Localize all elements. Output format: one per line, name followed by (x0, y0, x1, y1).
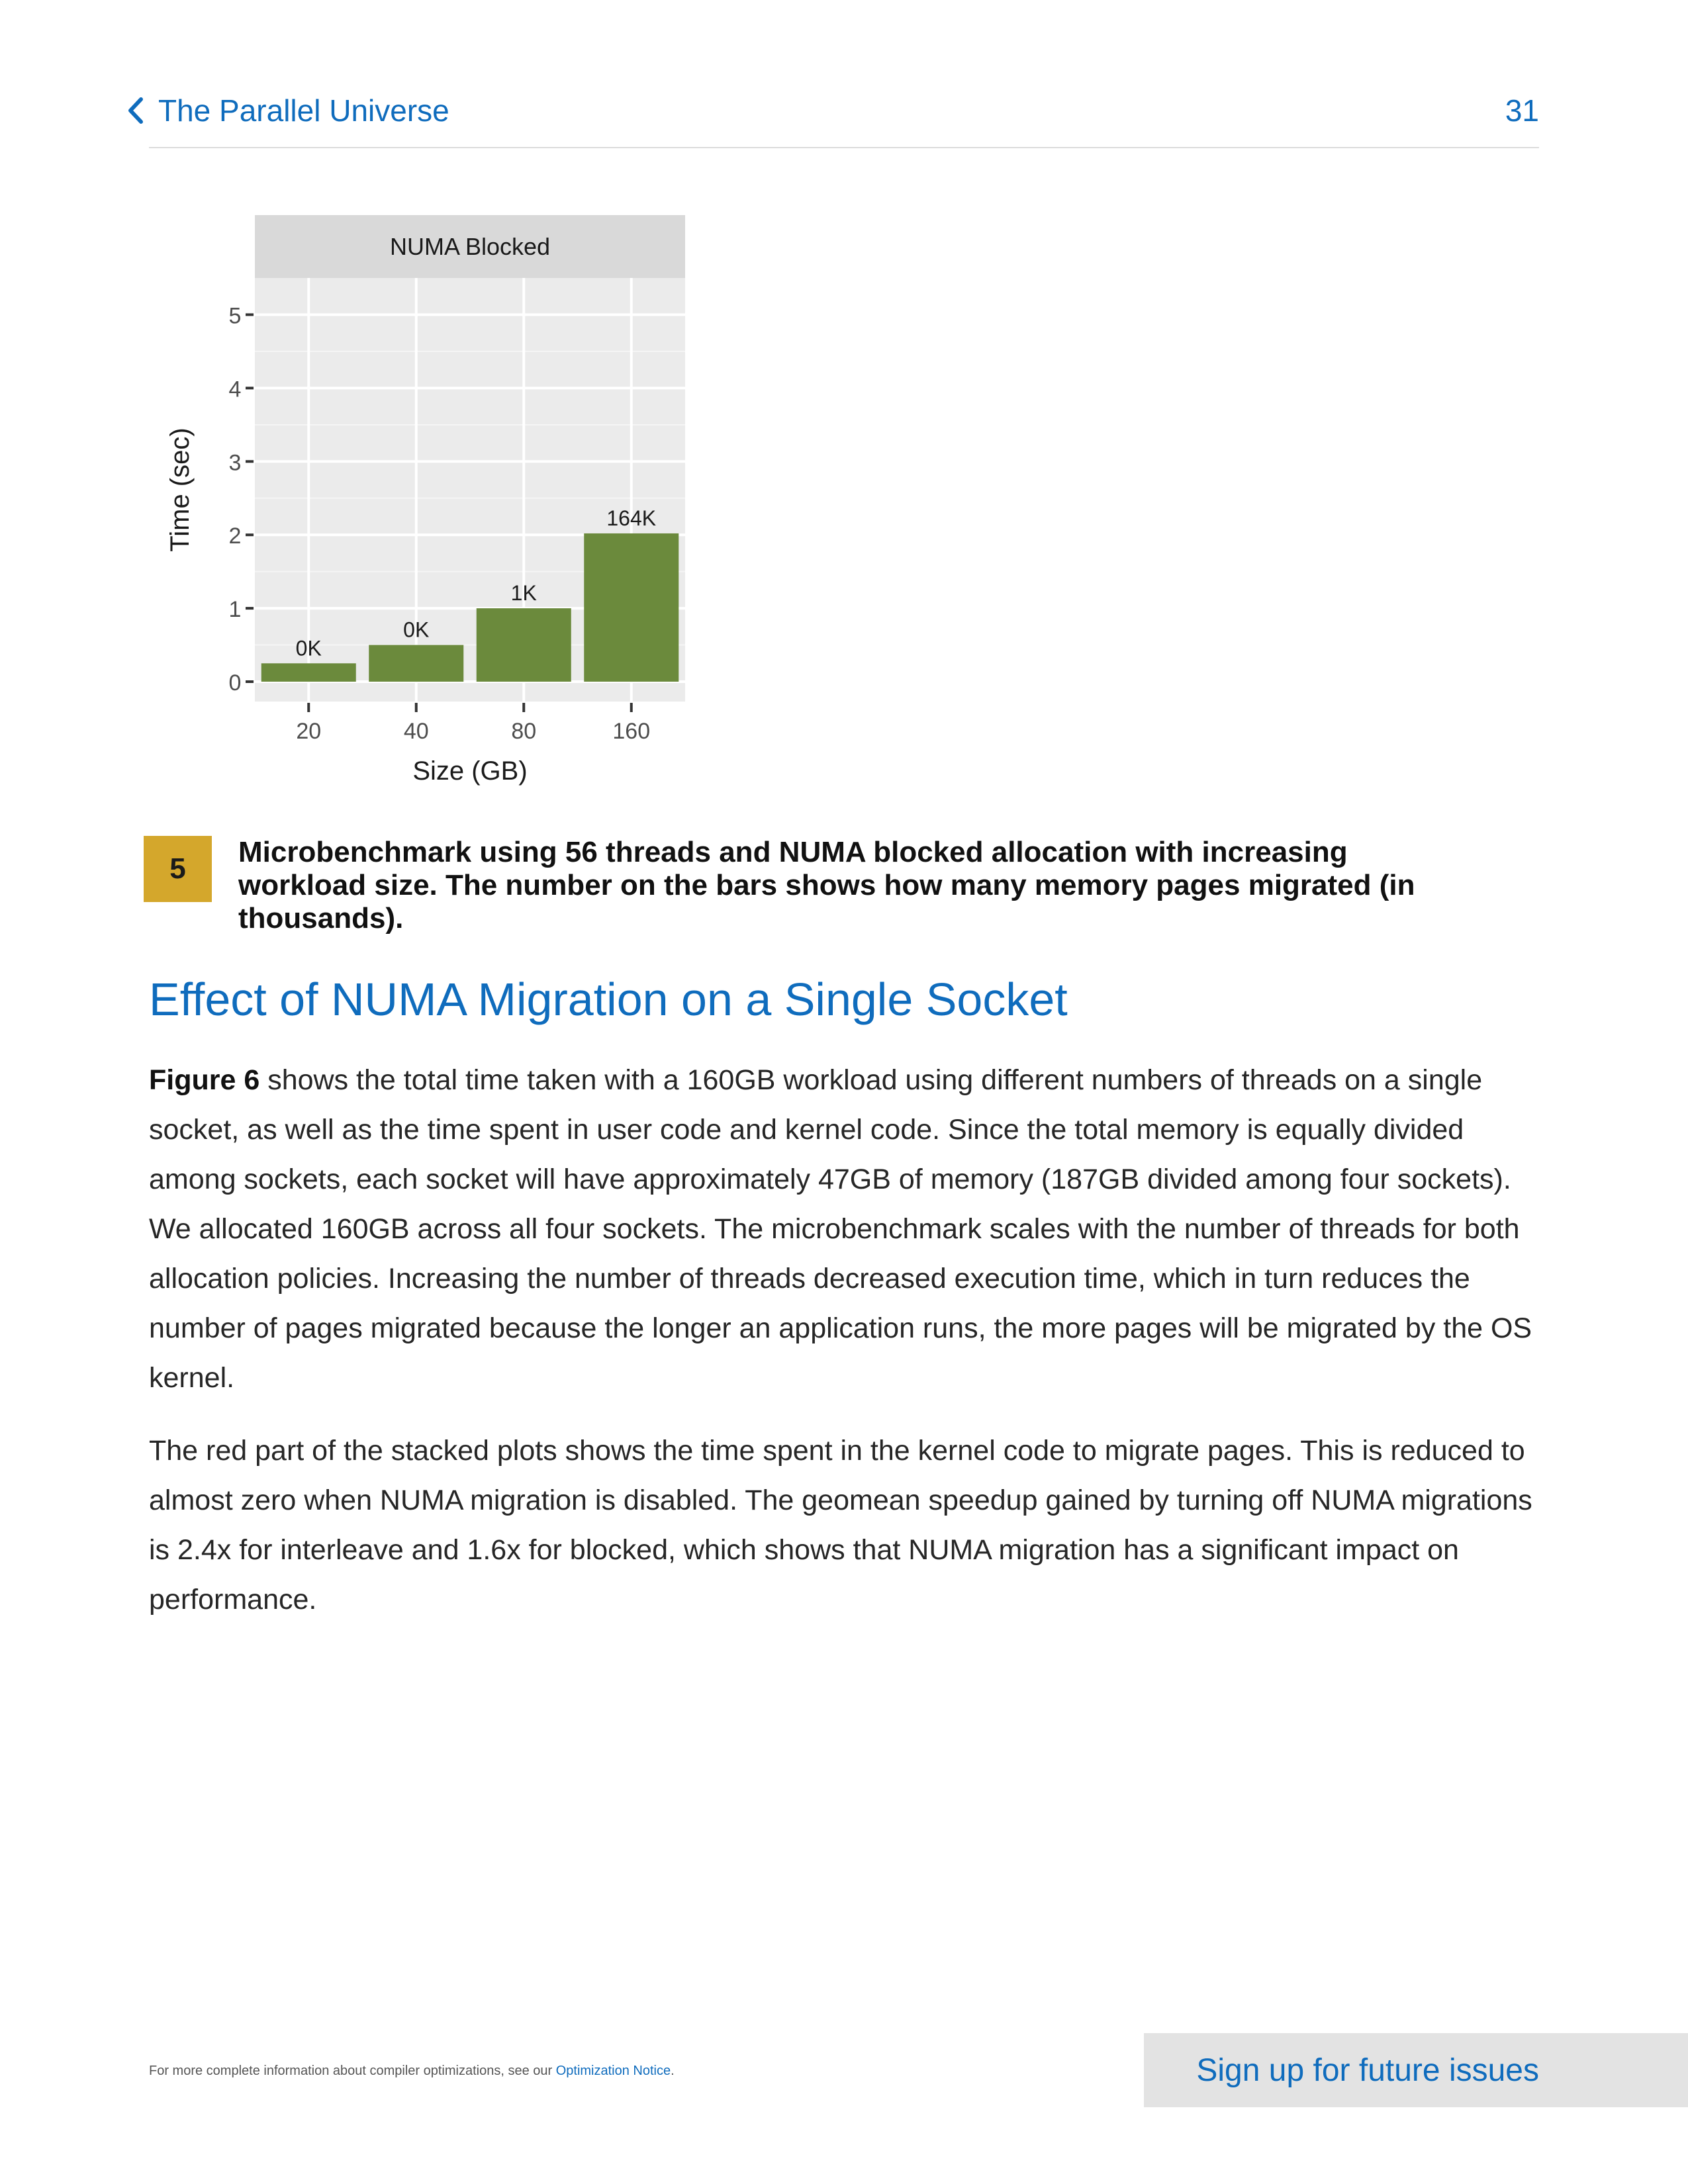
caption-text: Microbenchmark using 56 threads and NUMA blocked allocation with increasing workload size. The number on the bars shows how many memory pages migrated (in thousands). (238, 836, 1415, 934)
x-tick-label: 40 (403, 719, 429, 744)
x-tick-label: 80 (511, 719, 537, 744)
signup-button[interactable] (1144, 2033, 1688, 2107)
x-tick-label: 20 (296, 719, 322, 744)
figure-number-badge: 5 (144, 836, 212, 902)
page-number: 31 (1505, 93, 1539, 128)
y-tick-label: 1 (228, 597, 242, 623)
publication-title: The Parallel Universe (158, 93, 449, 128)
body-paragraph-2: The red part of the stacked plots shows the time spent in the kernel code to migrate pages. This is reduced to almost zero when NUMA migration is disabled. The geomean speedup gained by turning off NUMA migrations is 2.4x for interleave and 1.6x for blocked, which shows that NUMA migration has a significant impact on performance. (149, 1435, 1532, 1615)
chevron-left-icon (122, 94, 152, 127)
section-heading: Effect of NUMA Migration on a Single Socket (149, 974, 1068, 1025)
x-tick-label: 160 (612, 719, 651, 744)
bar-label: 0K (403, 617, 430, 642)
y-tick-label: 2 (228, 523, 242, 549)
header-divider (149, 147, 1539, 148)
page-header (122, 93, 1539, 152)
footer-note (149, 2064, 675, 2079)
bar (584, 533, 679, 682)
figure-reference: Figure 6 (149, 1064, 260, 1096)
optimization-notice-link[interactable]: Optimization Notice (555, 2064, 671, 2078)
body-paragraph-1 (149, 1056, 1546, 1403)
back-link[interactable] (122, 93, 449, 128)
y-tick-label: 0 (228, 670, 242, 696)
y-tick-label: 3 (228, 450, 242, 476)
bar (261, 663, 356, 682)
bar-chart (159, 199, 702, 794)
x-axis-title: Size (GB) (412, 756, 528, 786)
footer-note-text: For more complete information about compiler optimizations, see our (149, 2064, 556, 2078)
bar-label: 1K (510, 581, 537, 606)
bar (369, 645, 463, 682)
y-tick-label: 4 (228, 377, 242, 402)
y-tick-label: 5 (228, 303, 242, 329)
y-axis-title: Time (sec) (165, 428, 195, 552)
paragraph-1-text: shows the total time taken with a 160GB workload using different numbers of threads on a single socket, as well as the time spent in user code and kernel code. Since the total memory is equally divided among sockets, each socket will have approximately 47GB of memory (187GB divided among four sockets). We allocated 160GB across all four sockets. The microbenchmark scales with the number of threads for both allocation policies. Increasing the number of threads decreased execution time, which in turn reduces the number of pages migrated because the longer an application runs, the more pages will be migrated by the OS kernel. (149, 1064, 1532, 1394)
bar (477, 608, 571, 682)
bar-label: 0K (295, 636, 322, 660)
signup-label: Sign up for future issues (1196, 2052, 1539, 2088)
bar-label: 164K (606, 506, 657, 530)
footer-note-suffix: . (671, 2064, 675, 2078)
panel-title: NUMA Blocked (389, 233, 551, 260)
